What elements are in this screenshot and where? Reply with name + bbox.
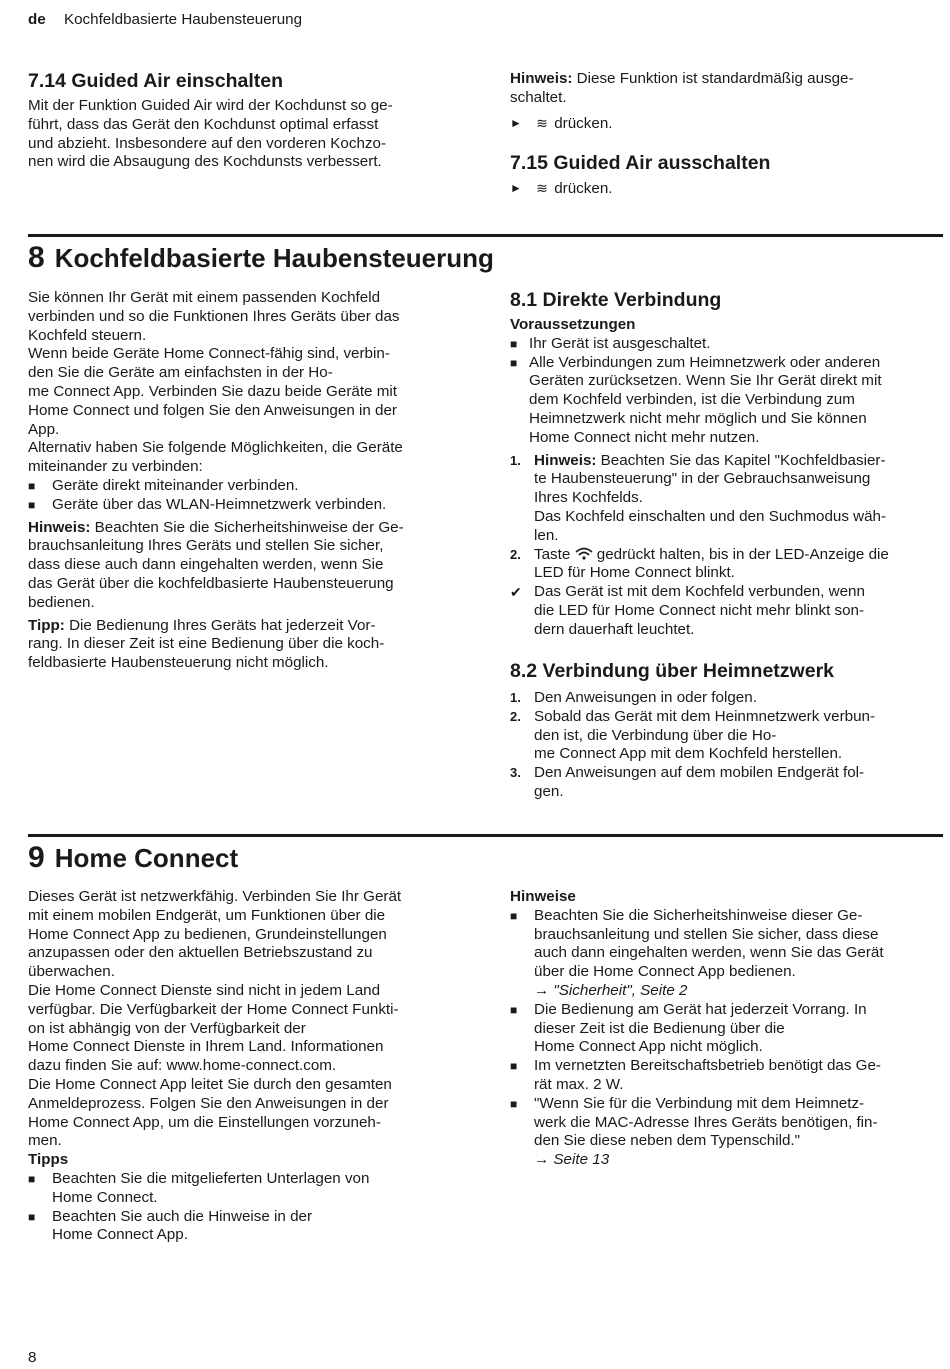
square-bullet-icon: ■ bbox=[510, 1002, 518, 1017]
list-item-text: über die Home Connect App bedienen. bbox=[534, 963, 796, 981]
section-8-1 bbox=[510, 288, 945, 640]
text-line: Alternativ haben Sie folgende Möglichkeiten, die Geräte bbox=[28, 439, 403, 457]
result-text: dern dauerhaft leuchtet. bbox=[534, 620, 695, 638]
text-line: App. bbox=[28, 420, 60, 438]
square-bullet-icon: ■ bbox=[28, 478, 36, 493]
list-item-text: dieser Zeit ist die Bedienung über die bbox=[534, 1019, 785, 1037]
list-item-text: Im vernetzten Bereitschaftsbetrieb benötigt das Ge- bbox=[534, 1057, 881, 1075]
step-text: te Haubensteuerung" in der Gebrauchsanweisung bbox=[534, 470, 871, 488]
arrow-marker-icon: ► bbox=[510, 181, 522, 195]
chapter-title bbox=[28, 842, 238, 874]
text-line: den Sie die Geräte am einfachsten in der Ho- bbox=[28, 364, 333, 382]
list-item bbox=[510, 1001, 945, 1057]
page-number: 8 bbox=[28, 1349, 37, 1366]
hint-text: schaltet. bbox=[510, 88, 567, 106]
numbered-step bbox=[510, 708, 945, 764]
section-heading: 7.14 Guided Air einschalten bbox=[28, 70, 284, 92]
numbered-step bbox=[510, 546, 945, 584]
text-line: Dieses Gerät ist netzwerkfähig. Verbinden Sie Ihr Gerät bbox=[28, 888, 402, 905]
chapter-divider bbox=[28, 834, 943, 837]
list-item bbox=[510, 907, 945, 982]
text-line: on ist abhängig von der Verfügbarkeit der bbox=[28, 1019, 306, 1037]
list-item bbox=[510, 354, 945, 448]
text-line: Mit der Funktion Guided Air wird der Kochdunst so ge- bbox=[28, 97, 393, 114]
chapter-divider bbox=[28, 234, 943, 237]
square-bullet-icon: ■ bbox=[510, 336, 518, 351]
language-code: de bbox=[28, 11, 46, 28]
notes-label: Hinweise bbox=[510, 888, 576, 905]
text-line: Home Connect Dienste in Ihrem Land. Informationen bbox=[28, 1038, 384, 1056]
section-7-14 bbox=[28, 69, 468, 172]
list-item bbox=[510, 335, 945, 354]
text-line: und abzieht. Insbesondere auf den vorderen Kochzo- bbox=[28, 134, 386, 152]
numbered-step bbox=[510, 452, 945, 546]
tip-text: Die Bedienung Ihres Geräts hat jederzeit Vor- bbox=[64, 616, 376, 634]
list-item-text: Alle Verbindungen zum Heimnetzwerk oder anderen bbox=[529, 353, 881, 371]
text-line: Die Home Connect App leitet Sie durch den gesamten bbox=[28, 1075, 392, 1093]
section-heading: 7.15 Guided Air ausschalten bbox=[510, 152, 771, 174]
step-text: Sobald das Gerät mit dem Heinmnetzwerk verbun- bbox=[534, 707, 876, 725]
running-header-title: Kochfeldbasierte Haubensteuerung bbox=[63, 11, 303, 28]
hint-text: dass diese auch dann eingehalten werden, wenn Sie bbox=[28, 556, 384, 574]
prerequisites-label: Voraussetzungen bbox=[510, 316, 636, 333]
step-text: drücken. bbox=[554, 114, 613, 132]
chapter-number: 9 bbox=[28, 841, 45, 874]
numbered-step bbox=[510, 689, 945, 708]
text-line: nen wird die Absaugung des Kochdunsts verbessert. bbox=[28, 153, 382, 171]
step-number: 1. bbox=[510, 452, 521, 468]
list-item-text: Beachten Sie auch die Hinweise in der bbox=[52, 1207, 313, 1225]
list-item-text: Home Connect nicht mehr nutzen. bbox=[529, 428, 760, 446]
hint-text: Diese Funktion ist standardmäßig ausge- bbox=[572, 70, 854, 87]
step-text: len. bbox=[534, 526, 559, 544]
text-line: Anmeldeprozess. Folgen Sie den Anweisungen in der bbox=[28, 1094, 389, 1112]
square-bullet-icon: ■ bbox=[28, 1171, 36, 1186]
chapter-number: 8 bbox=[28, 241, 45, 274]
square-bullet-icon: ■ bbox=[510, 1059, 518, 1074]
list-item-text: dem Kochfeld verbinden, ist die Verbindung zum bbox=[529, 391, 855, 409]
square-bullet-icon: ■ bbox=[510, 1096, 518, 1111]
tip-label: Tipp: bbox=[28, 616, 65, 634]
section-heading: 8.2 Verbindung über Heimnetzwerk bbox=[510, 660, 834, 682]
hint-text: bedienen. bbox=[28, 593, 95, 611]
hint-label: Hinweis: bbox=[534, 451, 597, 469]
list-item bbox=[28, 1170, 473, 1208]
action-step bbox=[510, 114, 940, 134]
list-item-text: Beachten Sie die mitgelieferten Unterlagen von bbox=[52, 1169, 370, 1187]
cross-reference-link[interactable]: → "Sicherheit", Seite 2 bbox=[534, 981, 688, 999]
section-7-15 bbox=[510, 151, 940, 199]
list-item-text: Geräte direkt miteinander verbinden. bbox=[52, 476, 299, 494]
list-item bbox=[28, 477, 473, 496]
square-bullet-icon: ■ bbox=[510, 355, 518, 370]
text-line: Kochfeld steuern. bbox=[28, 326, 147, 344]
square-bullet-icon: ■ bbox=[28, 497, 36, 512]
tip-text: rang. In dieser Zeit ist eine Bedienung über die koch- bbox=[28, 635, 385, 653]
result-item bbox=[510, 583, 945, 639]
text-line: führt, dass das Gerät den Kochdunst optimal erfasst bbox=[28, 115, 379, 133]
chapter-title-text: Home Connect bbox=[54, 843, 239, 873]
list-item-text: Home Connect App. bbox=[52, 1226, 188, 1244]
text-line: miteinander zu verbinden: bbox=[28, 458, 203, 476]
step-number: 2. bbox=[510, 546, 521, 562]
chapter-9-right-column bbox=[510, 888, 945, 1170]
checkmark-icon: ✔ bbox=[510, 584, 522, 601]
result-text: Das Gerät ist mit dem Kochfeld verbunden, wenn bbox=[534, 583, 865, 601]
chapter-title-text: Kochfeldbasierte Haubensteuerung bbox=[54, 243, 494, 273]
list-item bbox=[510, 1095, 945, 1151]
text-line: men. bbox=[28, 1132, 62, 1150]
section-8-2 bbox=[510, 659, 945, 802]
guided-air-icon: ≋ bbox=[536, 180, 548, 196]
list-item-text: Home Connect App nicht möglich. bbox=[534, 1038, 763, 1056]
chapter-9-left-column bbox=[28, 888, 473, 1245]
result-text: die LED für Home Connect nicht mehr blinkt son- bbox=[534, 601, 865, 619]
step-text: Beachten Sie das Kapitel "Kochfeldbasier- bbox=[596, 451, 886, 469]
list-item-text: brauchsanleitung und stellen Sie sicher, dass diese bbox=[534, 925, 879, 943]
chapter-title bbox=[28, 242, 494, 274]
action-step bbox=[510, 179, 940, 199]
hint-label: Hinweis: bbox=[28, 518, 91, 536]
numbered-step bbox=[510, 764, 945, 802]
step-text: Das Kochfeld einschalten und den Suchmodus wäh- bbox=[534, 507, 887, 525]
text-line: verfügbar. Die Verfügbarkeit der Home Connect Funkti- bbox=[28, 1000, 399, 1018]
text-line: anzupassen oder den aktuellen Betriebszustand zu bbox=[28, 944, 373, 962]
running-header bbox=[28, 11, 302, 30]
list-item-text: Die Bedienung am Gerät hat jederzeit Vorrang. In bbox=[534, 1000, 867, 1018]
guided-air-icon: ≋ bbox=[536, 114, 548, 131]
hint-text: das Gerät über die kochfeldbasierte Haubensteuerung bbox=[28, 574, 394, 592]
text-line: überwachen. bbox=[28, 963, 115, 981]
section-heading: 8.1 Direkte Verbindung bbox=[510, 289, 722, 311]
section-7-14-hint bbox=[510, 70, 940, 133]
arrow-marker-icon: ► bbox=[510, 115, 522, 130]
list-item-text: Beachten Sie die Sicherheitshinweise dieser Ge- bbox=[534, 906, 863, 924]
text-line: Die Home Connect Dienste sind nicht in jedem Land bbox=[28, 981, 381, 999]
list-item-text: Geräte über das WLAN-Heimnetzwerk verbinden. bbox=[52, 495, 387, 513]
step-text: Den Anweisungen in oder folgen. bbox=[534, 689, 757, 706]
list-item-text: Geräten zurücksetzen. Wenn Sie Ihr Gerät direkt mit bbox=[529, 372, 882, 390]
chapter-8-left-column bbox=[28, 289, 473, 673]
wifi-icon bbox=[575, 547, 593, 560]
step-text: gedrückt halten, bis in der LED-Anzeige die bbox=[592, 545, 889, 563]
step-text: Den Anweisungen auf dem mobilen Endgerät fol- bbox=[534, 764, 865, 782]
tip-text: feldbasierte Haubensteuerung nicht möglich. bbox=[28, 654, 329, 672]
square-bullet-icon: ■ bbox=[28, 1209, 36, 1224]
text-line: verbinden und so die Funktionen Ihres Geräts über das bbox=[28, 307, 400, 325]
hint-text: brauchsanleitung Ihres Geräts und stellen Sie sicher, bbox=[28, 537, 384, 555]
step-text: me Connect App mit dem Kochfeld herstellen. bbox=[534, 745, 843, 763]
step-text: den ist, die Verbindung über die Ho- bbox=[534, 726, 777, 744]
text-line: dazu finden Sie auf: www.home-connect.com. bbox=[28, 1057, 337, 1075]
step-text: Ihres Kochfelds. bbox=[534, 489, 643, 507]
step-number: 3. bbox=[510, 765, 521, 781]
text-line: Home Connect App zu bedienen, Grundeinstellungen bbox=[28, 925, 387, 943]
tips-label: Tipps bbox=[28, 1151, 69, 1169]
list-item bbox=[28, 1208, 473, 1246]
step-text: Taste bbox=[534, 545, 575, 563]
hint-label: Hinweis: bbox=[510, 70, 573, 87]
list-item-text: werk die MAC-Adresse Ihres Geräts benötigen, fin- bbox=[534, 1113, 878, 1131]
text-line: Home Connect App, um die Einstellungen vorzuneh- bbox=[28, 1113, 381, 1131]
text-line: Home Connect und folgen Sie den Anweisungen in der bbox=[28, 401, 397, 419]
text-line: Sie können Ihr Gerät mit einem passenden Kochfeld bbox=[28, 289, 381, 306]
step-text: drücken. bbox=[554, 180, 613, 197]
hint-text: Beachten Sie die Sicherheitshinweise der Ge- bbox=[90, 518, 404, 536]
step-number: 2. bbox=[510, 708, 521, 724]
step-text: gen. bbox=[534, 782, 564, 800]
list-item-text: rät max. 2 W. bbox=[534, 1075, 624, 1093]
cross-reference-link[interactable]: → Seite 13 bbox=[534, 1151, 610, 1169]
square-bullet-icon: ■ bbox=[510, 908, 518, 923]
list-item bbox=[510, 1057, 945, 1095]
list-item-text: Heimnetzwerk nicht mehr möglich und Sie können bbox=[529, 409, 867, 427]
step-number: 1. bbox=[510, 690, 521, 705]
list-item-text: auch dann eingehalten werden, wenn Sie das Gerät bbox=[534, 944, 884, 962]
list-item-text: Ihr Gerät ist ausgeschaltet. bbox=[529, 334, 711, 352]
list-item-text: Home Connect. bbox=[52, 1188, 158, 1206]
text-line: Wenn beide Geräte Home Connect-fähig sind, verbin- bbox=[28, 345, 390, 363]
text-line: me Connect App. Verbinden Sie dazu beide Geräte mit bbox=[28, 382, 397, 400]
step-text: LED für Home Connect blinkt. bbox=[534, 564, 735, 582]
list-item-text: "Wenn Sie für die Verbindung mit dem Heimnetz- bbox=[534, 1094, 865, 1112]
text-line: mit einem mobilen Endgerät, um Funktionen über die bbox=[28, 906, 386, 924]
list-item bbox=[28, 496, 473, 515]
list-item-text: den Sie diese neben dem Typenschild." bbox=[534, 1132, 801, 1150]
